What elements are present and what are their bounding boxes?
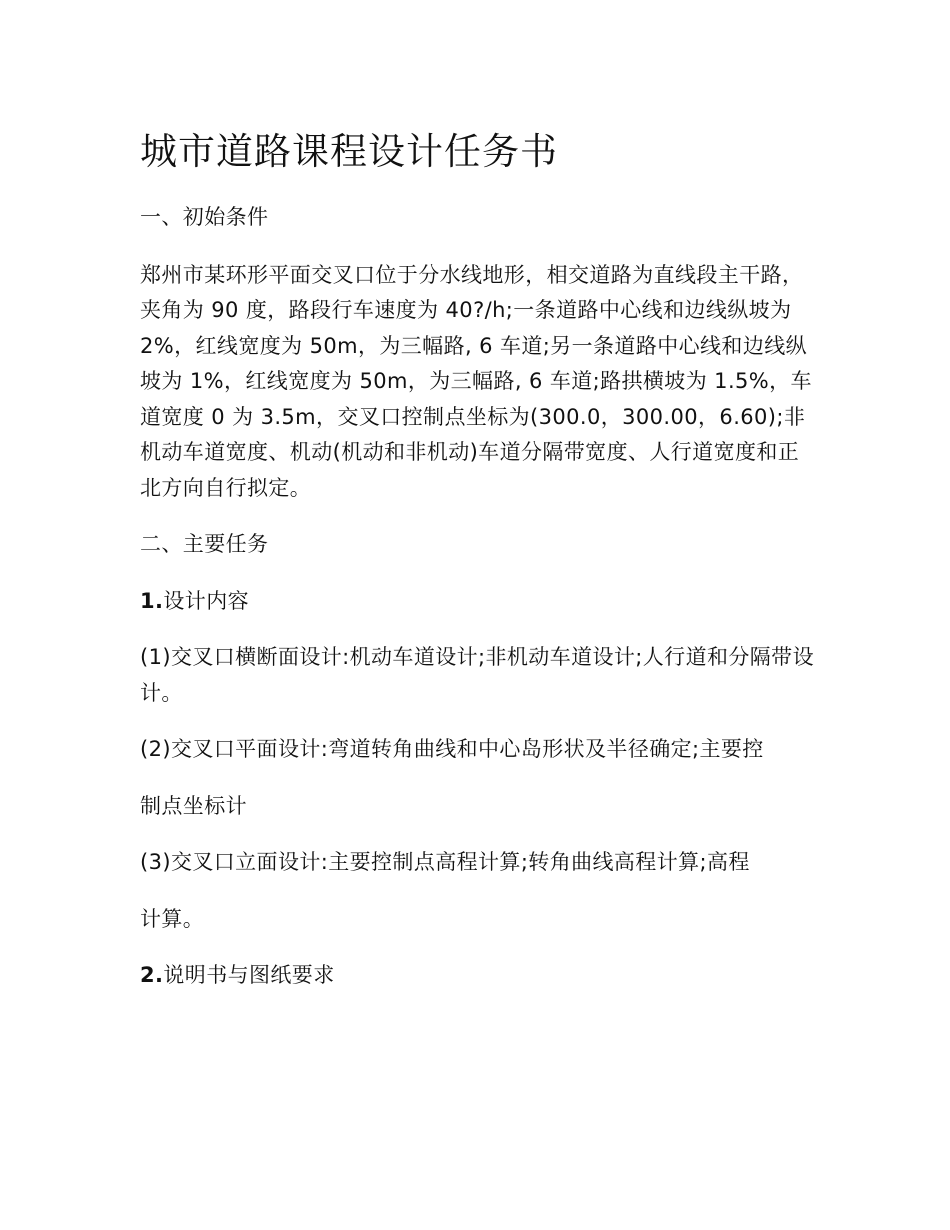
- item-design-content: [140, 584, 820, 620]
- item-number: 1.: [140, 588, 164, 613]
- initial-conditions-paragraph: 郑州市某环形平面交叉口位于分水线地形，相交道路为直线段主干路，夹角为 90 度，路段行车速度为 40?/h;一条道路中心线和边线纵坡为 2%，红线宽度为 50m，为三幅路, 6 车道;另一条道路中心线和边线纵坡为 1%，红线宽度为 50m，为三幅路, 6 车道;路拱横坡为 1.5%，车道宽度 0 为 3.5m，交叉口控制点坐标为(300.0，300.00，6.60);非机动车道宽度、机动(机动和非机动)车道分隔带宽度、人行道宽度和正北方向自行拟定。: [140, 262, 812, 500]
- item-label: 设计内容: [163, 588, 249, 613]
- subitem-plan-design: (2)交叉口平面设计:弯道转角曲线和中心岛形状及半径确定;主要控: [140, 737, 764, 761]
- document-content: [140, 124, 820, 994]
- subitem-cross-section-design: (1)交叉口横断面设计:机动车道设计;非机动车道设计;人行道和分隔带设计。: [140, 645, 814, 705]
- section-heading-main-tasks: 二、主要任务: [140, 532, 269, 556]
- subitem-elevation-design: (3)交叉口立面设计:主要控制点高程计算;转角曲线高程计算;高程: [140, 850, 750, 874]
- section-heading-initial-conditions: 一、初始条件: [140, 205, 269, 229]
- item-number: 2.: [140, 963, 164, 987]
- subitem-plan-design-continuation: 制点坐标计: [140, 793, 247, 818]
- item-label: 说明书与图纸要求: [163, 963, 335, 987]
- item-specification-requirements: [140, 958, 820, 994]
- page-title: 城市道路课程设计任务书: [140, 130, 558, 173]
- subitem-elevation-design-continuation: 计算。: [140, 906, 205, 931]
